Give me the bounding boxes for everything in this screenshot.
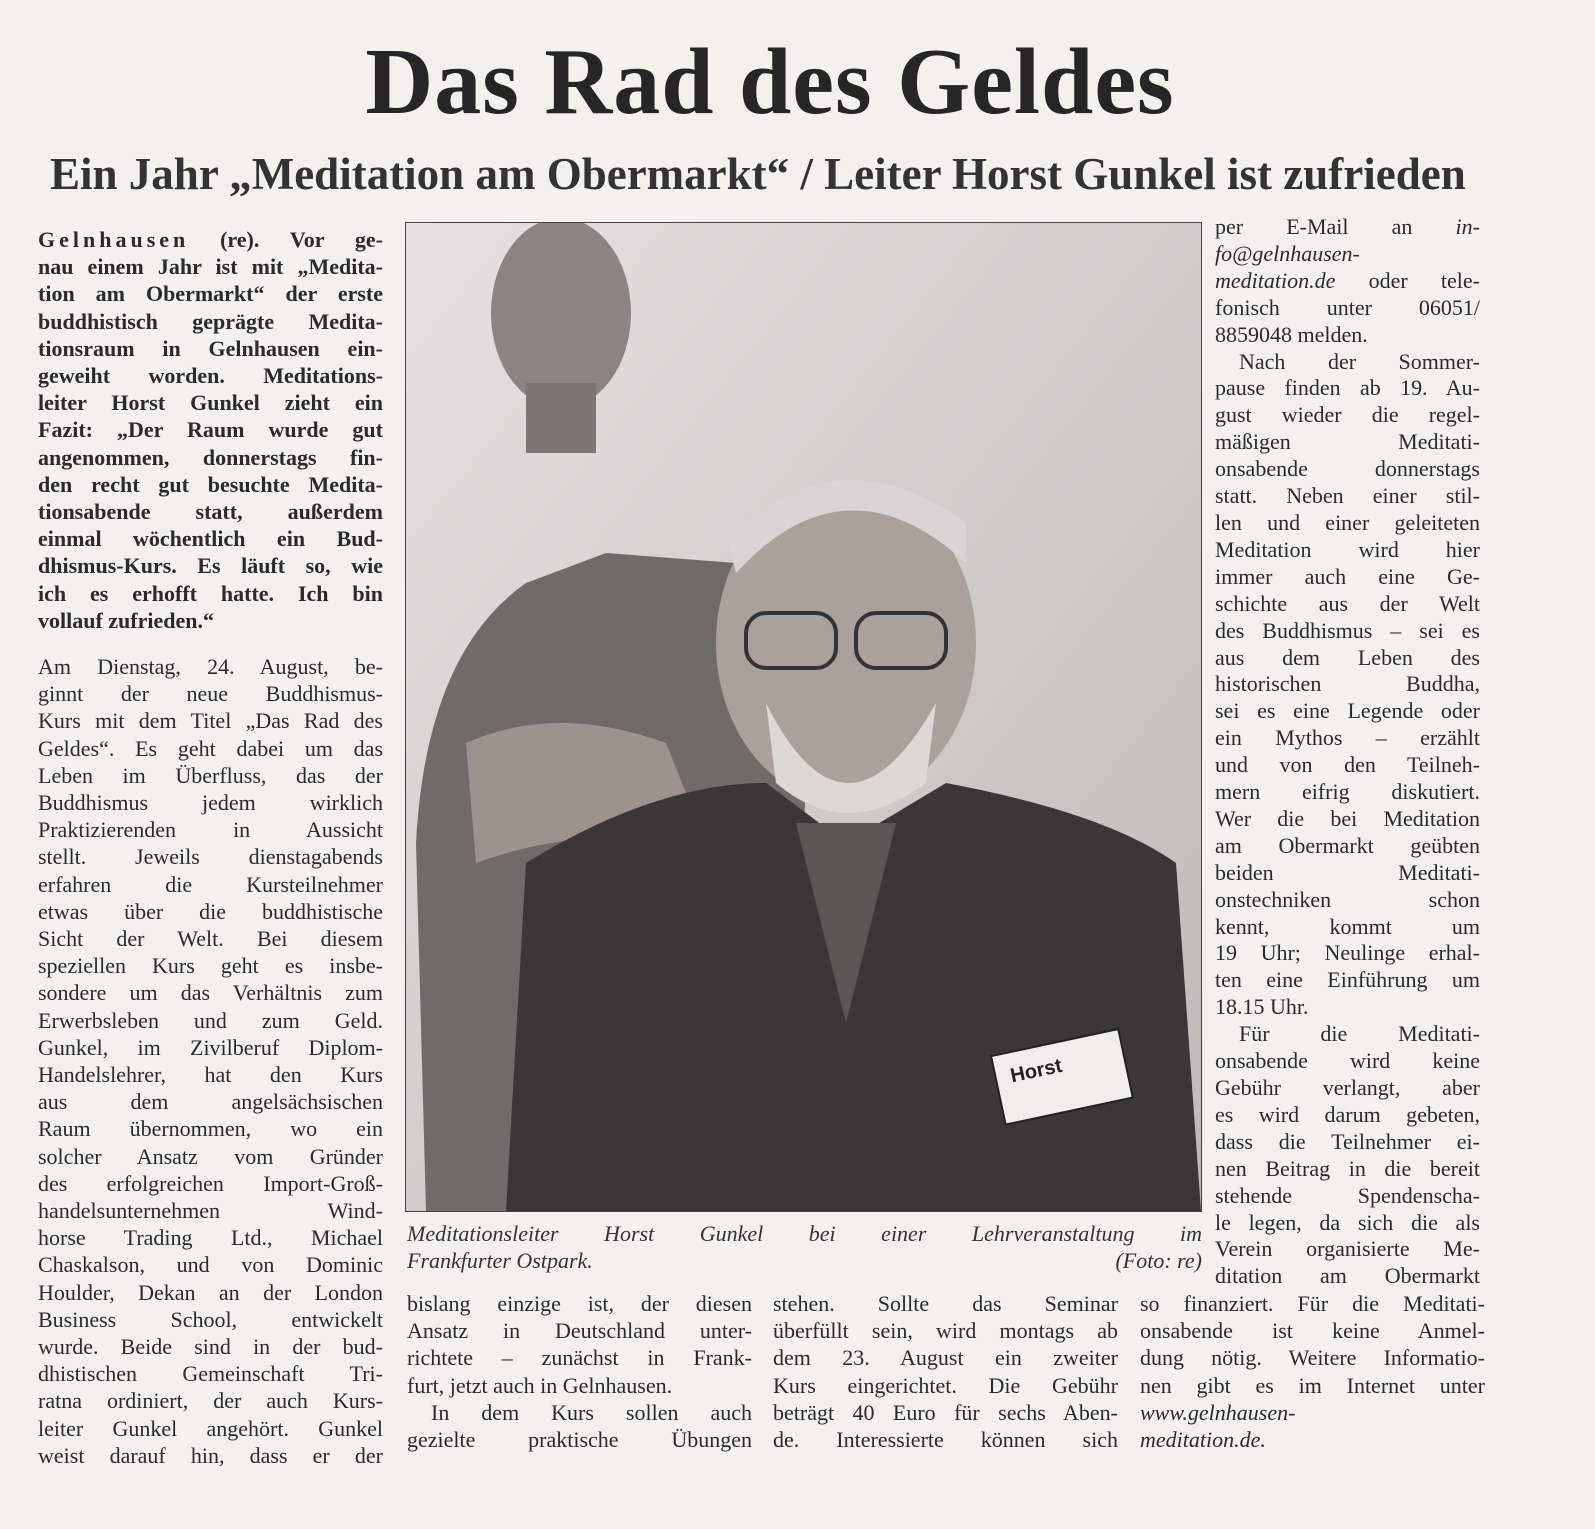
text-line: ditation am Obermarkt bbox=[1215, 1263, 1480, 1289]
text-line: onstechniken schon bbox=[1215, 886, 1480, 912]
text-line: len und einer geleiteten bbox=[1215, 509, 1480, 535]
text-line: aus dem Leben des bbox=[1215, 644, 1480, 670]
text-line: In dem Kurs sollen auch bbox=[431, 1399, 752, 1425]
headline: Das Rad des Geldes bbox=[365, 30, 1175, 134]
text-line: nen Beitrag in die bereit bbox=[1215, 1155, 1480, 1181]
text-line bbox=[1215, 241, 1480, 268]
text-line: horse Trading Ltd., Michael bbox=[38, 1225, 383, 1251]
text-line: Leben im Überfluss, das der bbox=[38, 762, 383, 788]
text-line: Buddhismus jedem wirklich bbox=[38, 790, 383, 816]
text-line: richtete – zunächst in Frank- bbox=[407, 1345, 752, 1371]
text-line: und von den Teilneh- bbox=[1215, 752, 1480, 778]
text-line: dung nötig. Weitere Informatio- bbox=[1140, 1345, 1485, 1371]
text-line: nen gibt es im Internet unter bbox=[1140, 1372, 1485, 1398]
article-photo bbox=[405, 222, 1202, 1212]
text-line: ratna ordiniert, der auch Kurs- bbox=[38, 1388, 383, 1414]
text-line: statt. Neben einer stil- bbox=[1215, 483, 1480, 509]
text-line: dhismus-Kurs. Es läuft so, wie bbox=[38, 553, 383, 579]
text-line: leiter Gunkel angehört. Gunkel bbox=[38, 1415, 383, 1441]
link-text: in- bbox=[1455, 214, 1480, 239]
text-line: Business School, entwickelt bbox=[38, 1306, 383, 1332]
text-line: den recht gut besuchte Medita- bbox=[38, 471, 383, 497]
text-line: Ansatz in Deutschland unter- bbox=[407, 1318, 752, 1344]
text-line bbox=[38, 226, 383, 253]
text-line: pause finden ab 19. Au- bbox=[1215, 375, 1480, 401]
text-line: Erwerbsleben und zum Geld. bbox=[38, 1007, 383, 1033]
text-line: Gebühr verlangt, aber bbox=[1215, 1075, 1480, 1100]
text-line: Am Dienstag, 24. August, be- bbox=[38, 654, 383, 679]
text-line: wurde. Beide sind in der bud- bbox=[38, 1334, 383, 1360]
text-line: stehende Spendenscha- bbox=[1215, 1182, 1480, 1208]
text-line: so finanziert. Für die Meditati- bbox=[1140, 1291, 1485, 1316]
text-line: tionsraum in Gelnhausen ein- bbox=[38, 335, 383, 361]
text-line: des Buddhismus – sei es bbox=[1215, 617, 1480, 643]
text-line: sei es eine Legende oder bbox=[1215, 698, 1480, 724]
text-line: bislang einzige ist, der diesen bbox=[407, 1291, 752, 1316]
link-text: meditation.de. bbox=[1140, 1427, 1266, 1453]
text-line bbox=[1140, 1426, 1485, 1453]
text-line: Verein organisierte Me- bbox=[1215, 1236, 1480, 1262]
text-line: Raum übernommen, wo ein bbox=[38, 1116, 383, 1142]
text-line: Chaskalson, und von Dominic bbox=[38, 1252, 383, 1278]
text-line: de. Interessierte können sich bbox=[773, 1427, 1118, 1453]
text-line: Für die Meditati- bbox=[1239, 1021, 1480, 1047]
text-line: am Obermarkt geübten bbox=[1215, 832, 1480, 858]
text-line: überfüllt sein, wird montags ab bbox=[773, 1318, 1118, 1344]
text-line: kennt, kommt um bbox=[1215, 913, 1480, 939]
text-line: onsabende donnerstags bbox=[1215, 456, 1480, 482]
text-line: Meditation wird hier bbox=[1215, 536, 1480, 562]
text-line: le legen, da sich die als bbox=[1215, 1209, 1480, 1235]
column-right bbox=[1215, 214, 1480, 1290]
text-line: aus dem angelsächsischen bbox=[38, 1089, 383, 1115]
text-line: dhistischen Gemeinschaft Tri- bbox=[38, 1361, 383, 1387]
photo-image bbox=[406, 223, 1201, 1211]
text-line: vollauf zufrieden.“ bbox=[38, 607, 214, 633]
link-text: www.gelnhausen- bbox=[1140, 1399, 1296, 1425]
text-line: Gunkel, im Zivilberuf Diplom- bbox=[38, 1034, 383, 1060]
text-line: dass die Teilnehmer ei- bbox=[1215, 1128, 1480, 1154]
text-line: ten eine Einführung um bbox=[1215, 967, 1480, 993]
text-segment: (re). Vor ge- bbox=[189, 227, 383, 252]
text-line: buddhistisch geprägte Medita- bbox=[38, 308, 383, 334]
text-line: Sicht der Welt. Bei diesem bbox=[38, 926, 383, 952]
photo-credit: (Foto: re) bbox=[1115, 1248, 1202, 1273]
text-line: einmal wöchentlich ein Bud- bbox=[38, 526, 383, 552]
text-line: leiter Horst Gunkel zieht ein bbox=[38, 390, 383, 416]
text-line bbox=[1215, 214, 1480, 241]
text-line: gezielte praktische Übungen bbox=[407, 1427, 752, 1453]
text-line: immer auch eine Ge- bbox=[1215, 563, 1480, 589]
text-line: historischen Buddha, bbox=[1215, 671, 1480, 697]
link-text: fo@gelnhausen- bbox=[1215, 240, 1360, 266]
column-left bbox=[38, 653, 383, 1469]
text-line: schichte aus der Welt bbox=[1215, 590, 1480, 616]
column-bottom-3 bbox=[1140, 1290, 1485, 1453]
text-line: stehen. Sollte das Seminar bbox=[773, 1291, 1118, 1316]
text-line: solcher Ansatz vom Gründer bbox=[38, 1143, 383, 1169]
text-line: fonisch unter 06051/ bbox=[1215, 294, 1480, 320]
text-line: ginnt der neue Buddhismus- bbox=[38, 681, 383, 707]
text-line: erfahren die Kursteilnehmer bbox=[38, 871, 383, 897]
text-line: furt, jetzt auch in Gelnhausen. bbox=[407, 1372, 673, 1398]
text-line: onsabende wird keine bbox=[1215, 1048, 1480, 1074]
text-line: tion am Obermarkt“ der erste bbox=[38, 281, 383, 307]
text-line: Nach der Sommer- bbox=[1239, 348, 1480, 374]
text-line: handelsunternehmen Wind- bbox=[38, 1198, 383, 1224]
text-segment: per E-Mail an bbox=[1215, 214, 1456, 239]
text-line: Kurs mit dem Titel „Das Rad des bbox=[38, 708, 383, 734]
caption-line-2: Frankfurter Ostpark. bbox=[407, 1248, 593, 1273]
text-line: Praktizierenden in Aussicht bbox=[38, 817, 383, 843]
text-line: geweiht worden. Meditations- bbox=[38, 363, 383, 389]
text-line: mäßigen Meditati- bbox=[1215, 429, 1480, 455]
dateline: Gelnhausen bbox=[38, 227, 190, 252]
text-line: sondere um das Verhältnis zum bbox=[38, 980, 383, 1006]
text-line: weist darauf hin, dass er der bbox=[38, 1442, 383, 1468]
text-line: stellt. Jeweils dienstagabends bbox=[38, 844, 383, 870]
text-line: 8859048 melden. bbox=[1215, 321, 1368, 347]
text-line: mern eifrig diskutiert. bbox=[1215, 779, 1480, 805]
text-line: ich es erhofft hatte. Ich bin bbox=[38, 580, 383, 606]
text-line: beiden Meditati- bbox=[1215, 859, 1480, 885]
text-line: Geldes“. Es geht dabei um das bbox=[38, 735, 383, 761]
text-line: nau einem Jahr ist mit „Medita- bbox=[38, 254, 383, 280]
text-line bbox=[1215, 268, 1480, 295]
caption-line-1: Meditationsleiter Horst Gunkel bei einer Lehrveranstaltung im bbox=[407, 1221, 1202, 1246]
column-bottom-1 bbox=[407, 1290, 752, 1453]
badge-text: Horst bbox=[1008, 1054, 1065, 1088]
text-line: Fazit: „Der Raum wurde gut bbox=[38, 417, 383, 443]
text-line: es wird darum gebeten, bbox=[1215, 1101, 1480, 1127]
text-line: 19 Uhr; Neulinge erhal- bbox=[1215, 940, 1480, 966]
lead-paragraph bbox=[38, 226, 383, 634]
text-line: gust wieder die regel- bbox=[1215, 402, 1480, 428]
text-line: onsabende ist keine Anmel- bbox=[1140, 1318, 1485, 1344]
text-line: dem 23. August ein zweiter bbox=[773, 1345, 1118, 1371]
text-line: tionsabende statt, außerdem bbox=[38, 499, 383, 525]
text-line: beträgt 40 Euro für sechs Aben- bbox=[773, 1399, 1118, 1425]
text-line: ein Mythos – erzählt bbox=[1215, 725, 1480, 751]
text-segment: oder tele- bbox=[1335, 267, 1480, 293]
subheadline: Ein Jahr „Meditation am Obermarkt“ / Leiter Horst Gunkel ist zufrieden bbox=[50, 149, 1466, 199]
text-line: angenommen, donnerstags fin- bbox=[38, 444, 383, 470]
photo-caption bbox=[407, 1220, 1202, 1274]
link-text: meditation.de bbox=[1215, 267, 1336, 293]
column-bottom-2 bbox=[773, 1290, 1118, 1453]
text-line: etwas über die buddhistische bbox=[38, 898, 383, 924]
text-line: Kurs eingerichtet. Die Gebühr bbox=[773, 1372, 1118, 1398]
text-line: Houlder, Dekan an der London bbox=[38, 1279, 383, 1305]
text-line: 18.15 Uhr. bbox=[1215, 994, 1309, 1020]
text-line bbox=[1140, 1399, 1485, 1426]
text-line: Handelslehrer, hat den Kurs bbox=[38, 1062, 383, 1088]
text-line: Wer die bei Meditation bbox=[1215, 805, 1480, 831]
text-line: des erfolgreichen Import-Groß- bbox=[38, 1170, 383, 1196]
text-line: speziellen Kurs geht es insbe- bbox=[38, 953, 383, 979]
